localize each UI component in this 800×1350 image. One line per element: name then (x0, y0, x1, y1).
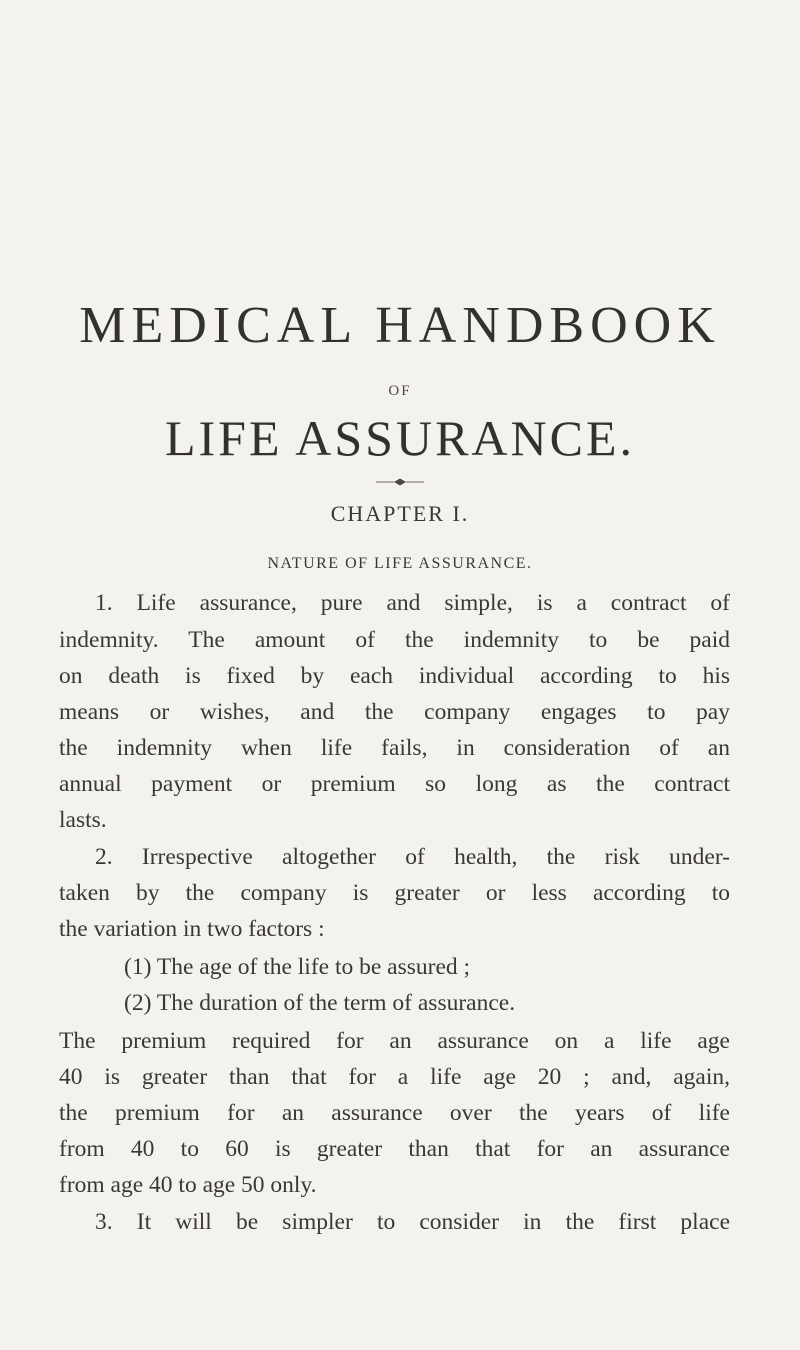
ornament-divider-icon (370, 476, 430, 488)
paragraph-line: the variation in two factors : (59, 916, 325, 942)
paragraph-line: indemnity. The amount of the indemnity to be paid (59, 627, 730, 653)
paragraph-line: annual payment or premium so long as the contract (59, 771, 730, 797)
paragraph-line: the indemnity when life fails, in consideration of an (59, 735, 730, 761)
paragraph-line: 40 is greater than that for a life age 20 ; and, again, (59, 1064, 730, 1090)
section-heading: NATURE OF LIFE ASSURANCE. (267, 555, 533, 572)
paragraph-line: 3. It will be simpler to consider in the first place (95, 1209, 730, 1235)
book-subtitle: LIFE ASSURANCE. (164, 410, 636, 466)
paragraph-line: the premium for an assurance over the years of life (59, 1100, 730, 1126)
book-title: MEDICAL HANDBOOK (79, 297, 721, 354)
paragraph-line: The premium required for an assurance on a life age (59, 1028, 730, 1054)
paragraph-line: lasts. (59, 807, 107, 833)
paragraph-line: means or wishes, and the company engages to pay (59, 699, 730, 725)
paragraph-line: 1. Life assurance, pure and simple, is a contract of (95, 590, 730, 616)
list-item: (2) The duration of the term of assurance. (124, 990, 516, 1016)
paragraph-line: 2. Irrespective altogether of health, the risk under- (95, 844, 730, 870)
list-item: (1) The age of the life to be assured ; (124, 954, 471, 980)
chapter-title: CHAPTER I. (330, 501, 470, 526)
paragraph-line: from age 40 to age 50 only. (59, 1172, 317, 1198)
title-connector: OF (388, 383, 412, 399)
paragraph-line: on death is fixed by each individual according to his (59, 663, 730, 689)
paragraph-line: from 40 to 60 is greater than that for an assurance (59, 1136, 730, 1162)
paragraph-line: taken by the company is greater or less according to (59, 880, 730, 906)
